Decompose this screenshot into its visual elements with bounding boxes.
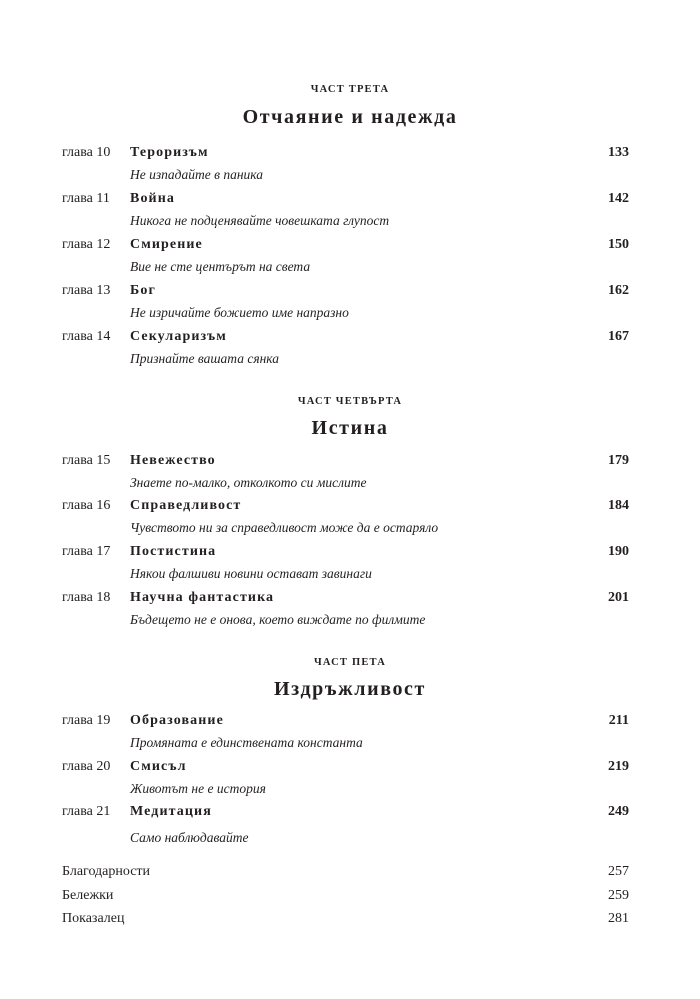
chapter-page-number: 142 (608, 191, 629, 206)
toc-entry[interactable] (0, 497, 700, 541)
chapter-subtitle: Не изричайте божието име напразно (130, 305, 349, 320)
toc-entry[interactable] (0, 712, 700, 756)
back-matter-label: Благодарности (62, 864, 151, 879)
chapter-page-number: 184 (608, 498, 629, 513)
chapter-subtitle: Не изпадайте в паника (130, 167, 263, 182)
back-matter-page-number: 259 (608, 888, 629, 903)
chapter-subtitle: Признайте вашата сянка (130, 351, 280, 366)
back-matter-page-number: 281 (608, 911, 629, 926)
chapter-page-number: 179 (608, 453, 629, 468)
part-label: ЧАСТ ЧЕТВЪРТА (297, 396, 403, 407)
chapter-subtitle: Бъдещето не е онова, което виждате по филмите (130, 612, 426, 627)
chapter-number: глава 10 (62, 145, 111, 160)
chapter-page-number: 162 (608, 283, 629, 298)
chapter-title: Невежество (130, 453, 216, 468)
chapter-number: глава 11 (62, 191, 110, 206)
chapter-number: глава 13 (62, 283, 111, 298)
part-title: Издръжливост (274, 678, 426, 700)
toc-entry[interactable] (0, 452, 700, 496)
chapter-title: Смирение (130, 237, 203, 252)
toc-entry[interactable] (0, 236, 700, 280)
chapter-title: Секуларизъм (130, 329, 227, 344)
back-matter-entry[interactable] (0, 863, 700, 883)
toc-entry[interactable] (0, 589, 700, 633)
chapter-number: глава 20 (62, 759, 111, 774)
chapter-page-number: 190 (608, 544, 629, 559)
chapter-title: Тероризъм (130, 145, 209, 160)
chapter-number: глава 19 (62, 713, 111, 728)
back-matter-page-number: 257 (608, 864, 629, 879)
chapter-title: Смисъл (130, 759, 187, 774)
chapter-page-number: 167 (608, 329, 629, 344)
chapter-page-number: 201 (608, 590, 629, 605)
back-matter-label: Показалец (62, 911, 125, 926)
chapter-title: Война (130, 191, 175, 206)
toc-entry[interactable] (0, 190, 700, 234)
chapter-number: глава 14 (62, 329, 111, 344)
chapter-subtitle: Чувството ни за справедливост може да е остаряло (130, 520, 439, 535)
chapter-number: глава 21 (62, 804, 111, 819)
chapter-subtitle: Знаете по-малко, отколкото си мислите (130, 475, 367, 490)
toc-entry[interactable] (0, 803, 700, 847)
chapter-page-number: 219 (608, 759, 629, 774)
chapter-title: Научна фантастика (130, 590, 275, 605)
chapter-number: глава 15 (62, 453, 111, 468)
part-title: Отчаяние и надежда (242, 106, 458, 128)
chapter-page-number: 133 (608, 145, 629, 160)
back-matter-entry[interactable] (0, 887, 700, 907)
chapter-number: глава 18 (62, 590, 111, 605)
back-matter-label: Бележки (62, 888, 114, 903)
chapter-title: Бог (130, 283, 156, 298)
toc-entry[interactable] (0, 282, 700, 326)
chapter-page-number: 150 (608, 237, 629, 252)
chapter-subtitle: Някои фалшиви новини остават завинаги (130, 566, 372, 581)
chapter-page-number: 211 (608, 713, 629, 728)
chapter-title: Постистина (130, 544, 217, 559)
chapter-subtitle: Вие не сте центърът на света (130, 259, 311, 274)
toc-entry[interactable] (0, 543, 700, 587)
chapter-title: Справедливост (130, 498, 242, 513)
chapter-number: глава 17 (62, 544, 111, 559)
chapter-title: Медитация (130, 804, 212, 819)
chapter-subtitle: Животът не е история (130, 781, 266, 796)
part-label: ЧАСТ ТРЕТА (310, 84, 390, 95)
toc-entry[interactable] (0, 758, 700, 802)
part-title: Истина (311, 417, 389, 439)
part-label: ЧАСТ ПЕТА (313, 657, 386, 668)
chapter-number: глава 12 (62, 237, 111, 252)
toc-entry[interactable] (0, 144, 700, 188)
chapter-subtitle: Промяната е единствената константа (130, 735, 363, 750)
chapter-page-number: 249 (608, 804, 629, 819)
chapter-title: Образование (130, 713, 224, 728)
toc-entry[interactable] (0, 328, 700, 372)
chapter-subtitle: Само наблюдавайте (130, 830, 249, 845)
back-matter-entry[interactable] (0, 910, 700, 930)
chapter-subtitle: Никога не подценявайте човешката глупост (130, 213, 390, 228)
chapter-number: глава 16 (62, 498, 111, 513)
